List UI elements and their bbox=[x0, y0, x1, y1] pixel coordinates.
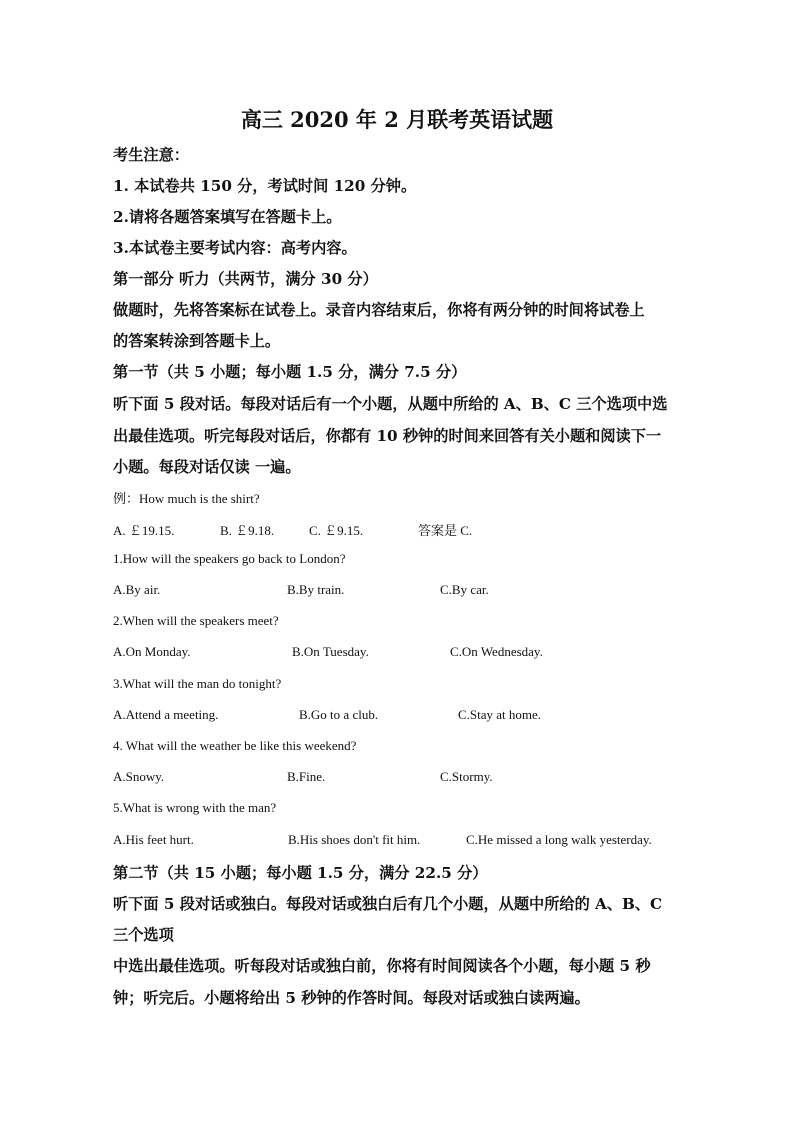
notice-item-1: 1. 本试卷共 150 分，考试时间 120 分钟。 bbox=[113, 177, 417, 195]
example-answer: 答案是 C. bbox=[418, 523, 473, 538]
section2-heading: 第二节（共 15 小题；每小题 1.5 分，满分 22.5 分） bbox=[113, 864, 488, 882]
question-1-option-a: A.By air. bbox=[113, 582, 161, 597]
part1-instruction-line-2: 的答案转涂到答题卡上。 bbox=[113, 332, 281, 350]
notice-item-3: 3.本试卷主要考试内容：高考内容。 bbox=[113, 239, 357, 257]
question-1: 1.How will the speakers go back to London? bbox=[113, 551, 346, 566]
question-5-option-c: C.He missed a long walk yesterday. bbox=[466, 832, 652, 847]
question-1-option-b: B.By train. bbox=[287, 582, 345, 597]
question-2-option-b: B.On Tuesday. bbox=[292, 644, 369, 659]
section1-heading: 第一节（共 5 小题；每小题 1.5 分，满分 7.5 分） bbox=[113, 363, 467, 381]
question-4-option-a: A.Snowy. bbox=[113, 769, 165, 784]
section2-instruction-line-2: 三个选项 bbox=[113, 926, 174, 944]
question-1-option-c: C.By car. bbox=[440, 582, 489, 597]
question-4-option-c: C.Stormy. bbox=[440, 769, 493, 784]
example-option-c: C. ￡9.15. bbox=[309, 523, 364, 538]
question-2-option-a: A.On Monday. bbox=[113, 644, 191, 659]
section1-instruction-line-1: 听下面 5 段对话。每段对话后有一个小题，从题中所给的 A、B、C 三个选项中选 bbox=[113, 395, 668, 413]
section2-instruction-line-4: 钟；听完后。小题将给出 5 秒钟的作答时间。每段对话或独白读两遍。 bbox=[113, 989, 590, 1007]
notice-heading: 考生注意： bbox=[113, 146, 189, 164]
question-3-option-c: C.Stay at home. bbox=[458, 707, 542, 722]
section2-instruction-line-3: 中选出最佳选项。听每段对话或独白前，你将有时间阅读各个小题，每小题 5 秒 bbox=[113, 957, 651, 975]
section2-instruction-line-1: 听下面 5 段对话或独白。每段对话或独白后有几个小题，从题中所给的 A、B、C bbox=[113, 895, 663, 913]
question-3-option-b: B.Go to a club. bbox=[299, 707, 379, 722]
question-2-option-c: C.On Wednesday. bbox=[450, 644, 543, 659]
page-title: 高三 2020 年 2 月联考英语试题 bbox=[240, 107, 554, 132]
question-2: 2.When will the speakers meet? bbox=[113, 613, 279, 628]
question-4-option-b: B.Fine. bbox=[287, 769, 326, 784]
question-5-option-b: B.His shoes don't fit him. bbox=[288, 832, 421, 847]
question-3-option-a: A.Attend a meeting. bbox=[113, 707, 219, 722]
part1-instruction-line-1: 做题时，先将答案标在试卷上。录音内容结束后，你将有两分钟的时间将试卷上 bbox=[113, 301, 645, 319]
question-5: 5.What is wrong with the man? bbox=[113, 800, 277, 815]
question-5-option-a: A.His feet hurt. bbox=[113, 832, 194, 847]
part1-heading: 第一部分 听力（共两节，满分 30 分） bbox=[113, 270, 378, 288]
question-4: 4. What will the weather be like this weekend? bbox=[113, 738, 357, 753]
example-option-b: B. ￡9.18. bbox=[220, 523, 275, 538]
example-option-a: A. ￡19.15. bbox=[113, 523, 175, 538]
section1-instruction-line-2: 出最佳选项。听完每段对话后，你都有 10 秒钟的时间来回答有关小题和阅读下一 bbox=[113, 427, 662, 445]
question-3: 3.What will the man do tonight? bbox=[113, 676, 282, 691]
section1-instruction-line-3: 小题。每段对话仅读 一遍。 bbox=[113, 458, 301, 476]
notice-item-2: 2.请将各题答案填写在答题卡上。 bbox=[113, 208, 342, 226]
example-question: 例：How much is the shirt? bbox=[113, 491, 260, 506]
